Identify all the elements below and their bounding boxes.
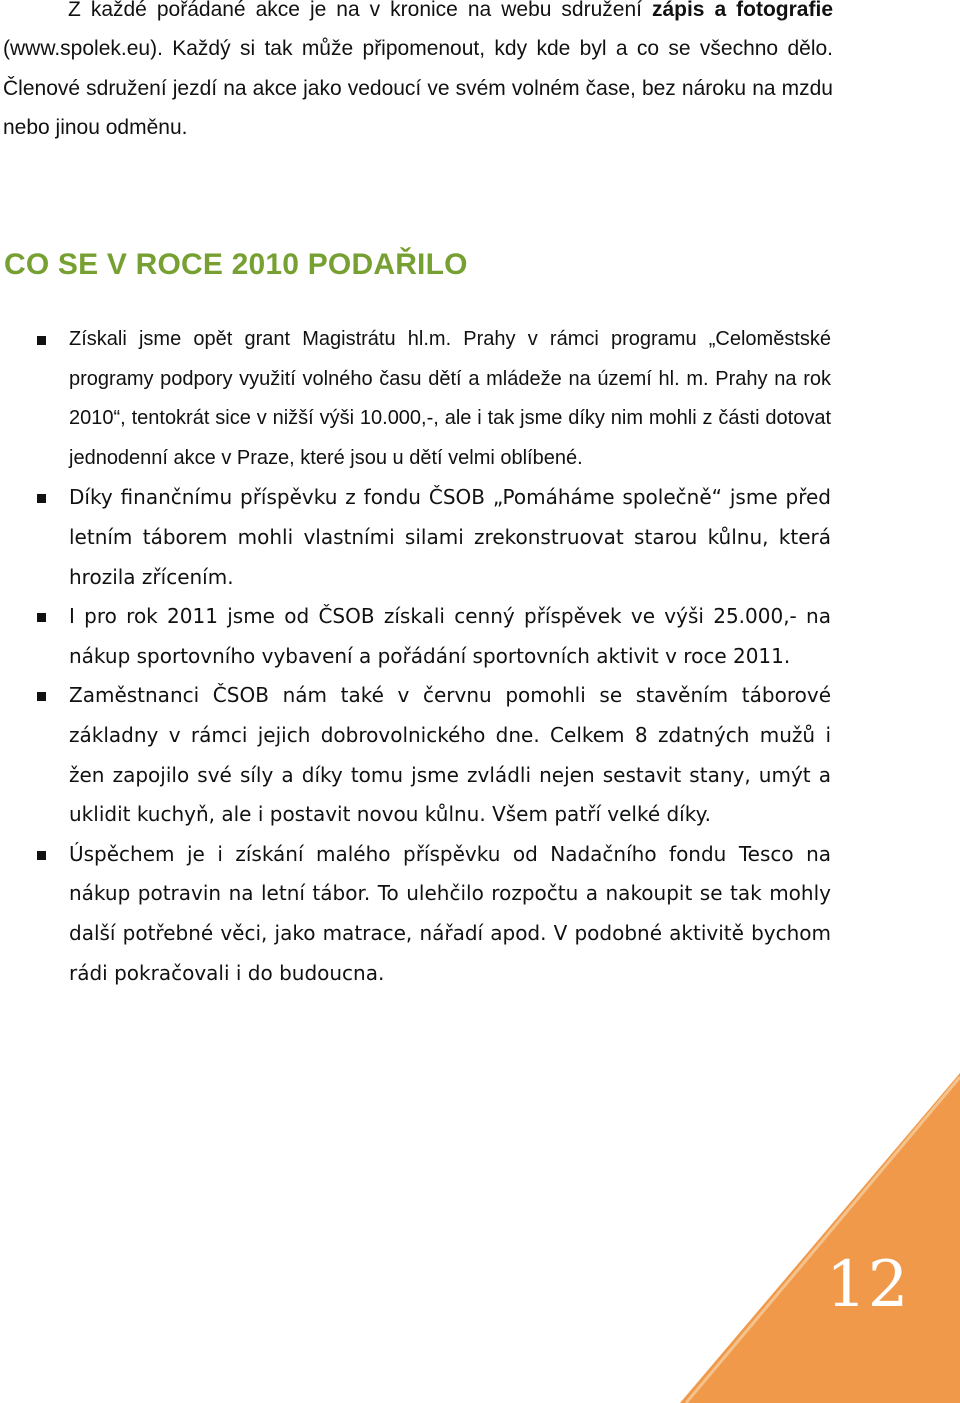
- list-item: [69, 320, 831, 478]
- list-item: [69, 597, 831, 676]
- square-bullet-icon: [37, 692, 46, 701]
- list-item: [69, 835, 831, 993]
- intro-text-3: ). Každý si tak může připomenout, kdy kde byl a co se všechno dělo. Členové sdružení jezdí na akce jako vedoucí ve svém volném čase, bez nároku na mzdu nebo jinou odměnu.: [3, 37, 833, 139]
- achievements-list: [0, 320, 960, 993]
- corner-fill: [680, 1073, 960, 1403]
- square-bullet-icon: [37, 613, 46, 622]
- list-item-text: Úspěchem je i získání malého příspěvku od Nadačního fondu Tesco na nákup potravin na letní tábor. To ulehčilo rozpočtu a nakoupit se tak mohly další potřebné věci, jako matrace, nářadí apod. V podobné aktivitě bychom rádi pokračovali i do budoucna.: [69, 841, 831, 985]
- section-heading: CO SE V ROCE 2010 PODAŘILO: [4, 248, 468, 281]
- website-link[interactable]: www.spolek.eu: [10, 37, 151, 61]
- list-item-text: Zaměstnanci ČSOB nám také v červnu pomohli se stavěním táborové základny v rámci jejich dobrovolnického dne. Celkem 8 zdatných mužů i žen zapojilo své síly a díky tomu jsme zvládli nejen sestavit stany, umýt a uklidit kuchyň, ale i postavit novou kůlnu. Všem patří velké díky.: [69, 683, 831, 827]
- list-item: [69, 676, 831, 834]
- intro-paragraph: [3, 0, 833, 147]
- list-item-text: I pro rok 2011 jsme od ČSOB získali cenný příspěvek ve výši 25.000,- na nákup sportovního vybavení a pořádání sportovních aktivit v roce 2011.: [69, 604, 831, 668]
- intro-text-1: Z každé pořádané akce je na v kronice na webu sdružení: [68, 0, 652, 21]
- square-bullet-icon: [37, 336, 46, 345]
- page-number: 12: [826, 1248, 910, 1322]
- list-item-text: Získali jsme opět grant Magistrátu hl.m. Prahy v rámci programu „Celoměstské programy podpory využití volného času dětí a mládeže na území hl. m. Prahy na rok 2010“, tentokrát sice v nižší výši 10.000,-, ale i tak jsme díky nim mohli z části dotovat jednodenní akce v Praze, které jsou u dětí velmi oblíbené.: [69, 328, 831, 469]
- page-corner-triangle: [680, 1073, 960, 1403]
- square-bullet-icon: [37, 494, 46, 503]
- list-item-text: Díky finančnímu příspěvku z fondu ČSOB „Pomáháme společně“ jsme před letním táborem mohli vlastními silami zrekonstruovat starou kůlnu, která hrozila zřícením.: [69, 485, 831, 589]
- intro-bold-text: zápis a fotografie: [651, 0, 833, 21]
- list-item: [69, 478, 831, 597]
- intro-text-2: (: [3, 37, 10, 61]
- square-bullet-icon: [37, 851, 46, 860]
